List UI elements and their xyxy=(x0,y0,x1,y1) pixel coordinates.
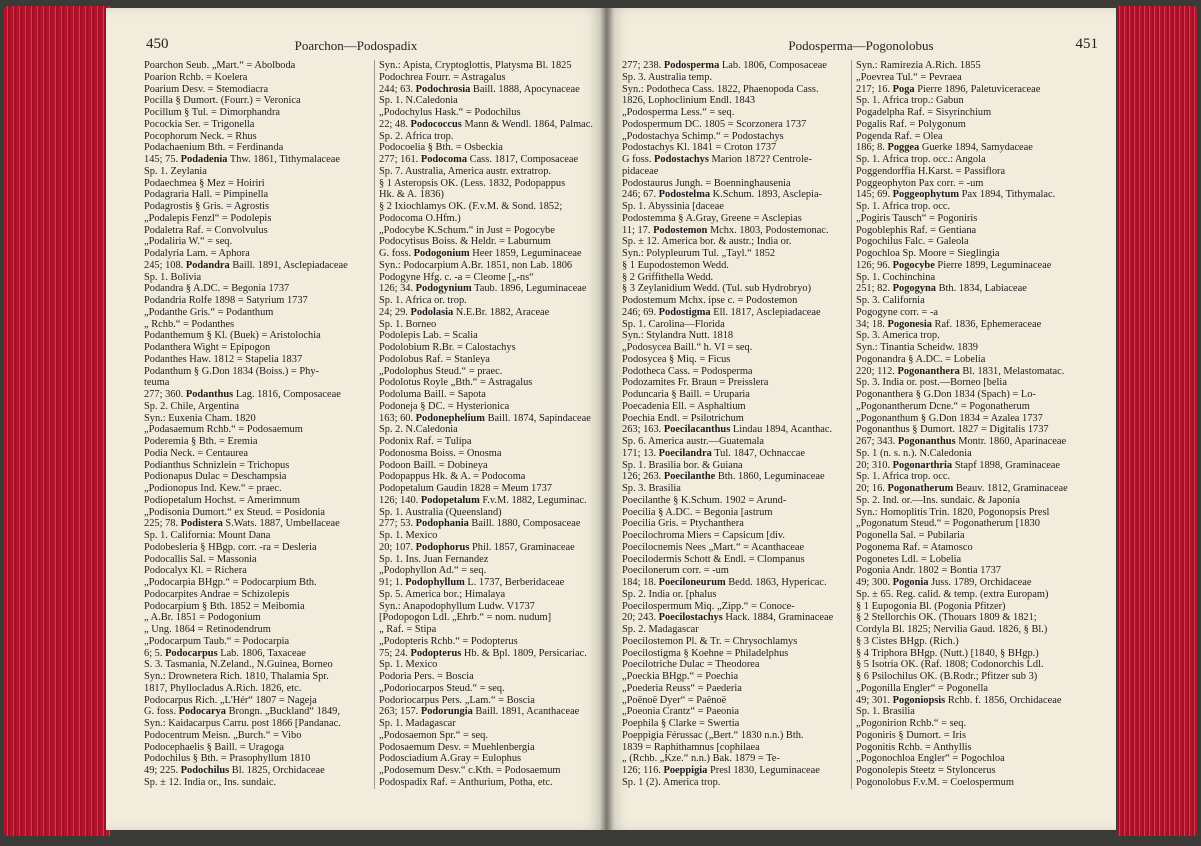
entry-line: Syn.: Ramirezia A.Rich. 1855 xyxy=(856,60,981,71)
entry-line: Podochrea Fourr. = Astragalus xyxy=(379,71,506,83)
entry-line: [Podopogon Ldl. „Ehrb.“ = nom. nudum] xyxy=(379,612,552,624)
entry-line: Pogenda Raf. = Olea xyxy=(856,130,943,142)
entry-line: Podanthum § G.Don 1834 (Boiss.) = Phy- xyxy=(144,365,320,377)
entry-line: „Pogonantherum Dcne.“ = Pogonatherum xyxy=(856,400,1030,412)
entry-line: Sp. 1. Mexico xyxy=(379,530,438,541)
entry-line: Podogyne Hfg. c. -a = Cleome [„-ns“ xyxy=(379,271,534,283)
entry-line: Poephila § Clarke = Swertia xyxy=(622,718,740,729)
entry-line: Sp. 7. Australia, America austr. extratrop. xyxy=(379,165,551,177)
entry-line: Poecilanthe § K.Schum. 1902 = Arund- xyxy=(622,494,787,506)
entry-line: Podoon Baill. = Dobineya xyxy=(379,459,488,471)
entry-line: § 6 Psilochilus OK. (B.Rodr.; Pfitzer sub 3) xyxy=(856,671,1038,682)
entry-line: Hk. & A. 1836) xyxy=(379,189,444,201)
entry-line: „Podalepis Fenzl“ = Podolepis xyxy=(144,212,272,224)
entry-line: 263; 163. Poecilacanthus Lindau 1894, Acanthac. xyxy=(622,424,833,436)
entry-line: § 1 Asteropsis OK. (Less. 1832, Podopappus xyxy=(379,177,566,189)
entry-line: Sp. 1. Australia (Queensland) xyxy=(379,506,502,518)
entry-line: „Pogonirion Rchb.“ = seq. xyxy=(856,718,967,729)
entry-line: Syn.: Podocarpium A.Br. 1851, non Lab. 1806 xyxy=(379,259,573,271)
entry-line: Syn.: Anapodophyllum Ludw. V1737 xyxy=(379,600,535,612)
entry-line: G. foss. Podogonium Heer 1859, Leguminaceae xyxy=(379,248,582,259)
entry-line: Podostemma § A.Gray, Greene = Asclepias xyxy=(622,212,802,224)
entry-line: Podosciadium A.Gray = Eulophus xyxy=(379,753,522,765)
entry-line: Sp. 1. Zeylania xyxy=(144,165,207,177)
entry-line: Poecilostigma § Koehne = Philadelphus xyxy=(622,647,789,659)
entry-line: „Pogonanthum § G.Don 1834 = Azalea 1737 xyxy=(856,412,1043,424)
entry-line: 244; 63. Podochrosia Baill. 1888, Apocynaceae xyxy=(379,83,580,95)
entry-line: „Podaliria W.“ = seq. xyxy=(144,236,233,248)
entry-line: 277; 238. Podosperma Lab. 1806, Composaceae xyxy=(622,60,827,71)
entry-line: Poecilia § A.DC. = Begonia [astrum xyxy=(622,506,773,518)
entry-line: Sp. 1. Brasilia bor. & Guiana xyxy=(622,459,743,471)
entry-line: „ Rchb.“ = Podanthes xyxy=(144,318,235,330)
entry-line: Sp. ± 12. America bor. & austr.; India or. xyxy=(622,236,792,248)
entry-line: Podanthemum § Kl. (Buek) = Aristolochia xyxy=(144,330,321,342)
entry-line: 251; 82. Pogogyna Bth. 1834, Labiaceae xyxy=(856,283,1027,295)
right-page-header xyxy=(606,36,1116,56)
entry-line: § 2 Ixiochlamys OK. (F.v.M. & Sond. 1852; xyxy=(379,201,563,212)
left-page-column-2 xyxy=(374,60,606,789)
entry-line: 217; 16. Poga Pierre 1896, Paletuviceraceae xyxy=(856,83,1041,95)
entry-line: Pogonanthus § Dumort. 1827 = Digitalis 1737 xyxy=(856,424,1049,436)
entry-line: § 3 Zeylanidium Wedd. (Tul. sub Hydrobryo) xyxy=(622,283,812,295)
entry-line: Podianthus Schnizlein = Trichopus xyxy=(144,459,290,471)
entry-line: 126; 140. Podopetalum F.v.M. 1882, Leguminac. xyxy=(379,494,587,506)
entry-line: 1826, Lophoclinium Endl. 1843 xyxy=(622,95,756,107)
entry-line: Sp. 2. India or. [phalus xyxy=(622,588,717,600)
entry-line: Podoriocarpus Pers. „Lam.“ = Boscia xyxy=(379,694,535,706)
entry-line: „Podophyllon Ad.“ = seq. xyxy=(379,565,487,577)
entry-line: Pogonandra § A.DC. = Lobelia xyxy=(856,353,986,365)
entry-line: Podoria Pers. = Boscia xyxy=(379,671,474,682)
entry-line: „ A.Br. 1851 = Podogonium xyxy=(144,612,261,624)
entry-line: Poarchon Seub. „Mart.“ = Abolboda xyxy=(144,60,296,71)
entry-line: Podocarpites Andrae = Schizolepis xyxy=(144,588,290,600)
entry-line: „Podosemum Desv.“ c.Kth. = Podosaemum xyxy=(379,765,561,776)
entry-line: Pocillum § Tul. = Dimorphandra xyxy=(144,107,281,118)
entry-line: Podionapus Dulac = Deschampsia xyxy=(144,471,287,483)
entry-line: Podocoelia § Bth. = Osbeckia xyxy=(379,142,503,154)
book-gutter xyxy=(600,8,614,830)
entry-line: 263; 157. Podorungia Baill. 1891, Acanthaceae xyxy=(379,706,580,718)
entry-line: „Pogonochloa Engler“ = Pogochloa xyxy=(856,753,1005,765)
entry-line: 225; 78. Podistera S.Wats. 1887, Umbellaceae xyxy=(144,518,340,530)
entry-line: Podaletra Raf. = Convolvulus xyxy=(144,224,268,236)
entry-line: Podocytisus Boiss. & Heldr. = Laburnum xyxy=(379,236,551,248)
entry-line: 6; 5. Podocarpus Lab. 1806, Taxaceae xyxy=(144,647,306,659)
entry-line: Podozamites Fr. Braun = Preisslera xyxy=(622,377,769,389)
entry-line: Podolobus Raf. = Stanleya xyxy=(379,353,490,365)
entry-line: 267; 343. Pogonanthus Montr. 1860, Aparinaceae xyxy=(856,436,1067,447)
entry-line: Poecilotriche Dulac = Theodorea xyxy=(622,659,760,671)
entry-line: „Pogonatum Steud.“ = Pogonatherum [1830 xyxy=(856,518,1040,530)
entry-line: Poechia Endl. = Psilotrichum xyxy=(622,412,744,424)
entry-line: Poderemia § Bth. = Eremia xyxy=(144,436,258,447)
entry-line: 24; 29. Podolasia N.E.Br. 1882, Araceae xyxy=(379,306,550,318)
entry-line: Pogonia Andr. 1802 = Bontia 1737 xyxy=(856,565,1001,577)
entry-line: Podanthera Wight = Epipogon xyxy=(144,342,271,353)
entry-line: Poggeophyton Pax corr. = -um xyxy=(856,177,984,189)
entry-line: Sp. 2. Chile, Argentina xyxy=(144,400,240,412)
entry-line: „Podosaemon Spr.“ = seq. xyxy=(379,729,488,741)
entry-line: „Podopteris Rchb.“ = Podopterus xyxy=(379,635,518,647)
entry-line: 34; 18. Pogonesia Raf. 1836, Ephemeraceae xyxy=(856,318,1042,330)
entry-line: Sp. 2. Madagascar xyxy=(622,624,699,635)
entry-line: Poecilonerum corr. = -um xyxy=(622,565,729,577)
entry-line: G. foss. Podocarya Brongn. „Buckland“ 1849, xyxy=(144,706,340,718)
entry-line: Poarion Rchb. = Koelera xyxy=(144,71,248,83)
entry-line: „Podocarpia BHgp.“ = Podocarpium Bth. xyxy=(144,577,317,588)
right-page-number: 451 xyxy=(1075,36,1098,52)
entry-line: 20; 243. Poecilostachys Hack. 1884, Graminaceae xyxy=(622,612,834,624)
left-page xyxy=(106,8,606,830)
entry-line: 75; 24. Podopterus Hb. & Bpl. 1809, Persicariac. xyxy=(379,647,587,659)
entry-line: § 5 Isotria OK. (Raf. 1808; Codonorchis Ldl. xyxy=(856,659,1044,671)
right-page-column-1 xyxy=(622,60,847,789)
entry-line: Pogonitis Rchb. = Anthyllis xyxy=(856,741,972,753)
entry-line: Poecilodermis Schott & Endl. = Clompanus xyxy=(622,553,805,565)
entry-line: 245; 108. Podandra Baill. 1891, Asclepiadaceae xyxy=(144,259,348,271)
entry-line: Podocentrum Meisn. „Burch.“ = Vibo xyxy=(144,729,302,741)
entry-line: Podiopetalum Hochst. = Amerimnum xyxy=(144,494,300,506)
entry-line: G foss. Podostachys Marion 1872? Centrole- xyxy=(622,154,812,165)
right-page xyxy=(606,8,1116,830)
entry-line: Podocarpus Rich. „L'Hér“ 1807 = Nageja xyxy=(144,694,317,706)
entry-line: 126; 116. Poeppigia Presl 1830, Leguminaceae xyxy=(622,765,820,776)
entry-line: Pogonema Raf. = Atamosco xyxy=(856,541,973,553)
entry-line: Sp. 1. California: Mount Dana xyxy=(144,530,271,541)
entry-line: 20; 310. Pogonarthria Stapf 1898, Graminaceae xyxy=(856,459,1061,471)
entry-line: Syn.: Polypleurum Tul. „Tayl.“ 1852 xyxy=(622,248,776,259)
entry-line: 145; 69. Poggeophytum Pax 1894, Tithymalac. xyxy=(856,189,1056,201)
entry-line: § 1 Eupodostemon Wedd. xyxy=(622,259,729,271)
entry-line: Podocephaelis § Baill. = Uragoga xyxy=(144,741,285,753)
entry-line: Sp. 1. Abyssinia [daceae xyxy=(622,201,724,212)
entry-line: Poeppigia Férussac („Bert.“ 1830 n.n.) Bth. xyxy=(622,729,804,741)
entry-line: Podagraria Hall. = Pimpinella xyxy=(144,189,269,201)
entry-line: Poggendorffia H.Karst. = Passiflora xyxy=(856,165,1006,177)
entry-line: Podostaurus Jungh. = Boenninghausenia xyxy=(622,177,791,189)
entry-line: Podospadix Raf. = Anthurium, Potha, etc. xyxy=(379,776,553,788)
right-page-column-2 xyxy=(851,60,1084,789)
entry-line: Pogonolobus F.v.M. = Coelospermum xyxy=(856,776,1014,788)
entry-line: Sp. 5. America bor.; Himalaya xyxy=(379,588,506,600)
entry-line: Pogochloa Sp. Moore = Sieglingia xyxy=(856,248,1000,259)
entry-line: Syn.: Tinantia Scheidw. 1839 xyxy=(856,342,979,353)
entry-line: Poarium Desv. = Stemodiacra xyxy=(144,83,269,95)
left-page-header xyxy=(106,36,606,56)
entry-line: Sp. 1. Africa trop.: Gabun xyxy=(856,95,964,107)
entry-line: „ Ung. 1864 = Retinodendrum xyxy=(144,624,271,635)
entry-line: Poduncaria § Baill. = Uruparia xyxy=(622,389,750,400)
entry-line: Pogalis Raf. = Polygonum xyxy=(856,118,966,130)
entry-line: „Pogiris Tausch“ = Pogoniris xyxy=(856,212,978,224)
entry-line: Sp. 1. Africa trop. occ. xyxy=(856,201,951,212)
entry-line: teuma xyxy=(144,377,170,389)
entry-line: 126; 263. Poecilanthe Bth. 1860, Leguminaceae xyxy=(622,471,825,483)
entry-line: Sp. 1. Carolina—Florida xyxy=(622,318,725,330)
entry-line: Sp. 1. Madagascar xyxy=(379,718,456,729)
entry-line: Syn.: Homoplitis Trin. 1820, Pogonopsis Presl xyxy=(856,506,1050,518)
left-page-edges xyxy=(4,6,110,836)
entry-line: Podospermum DC. 1805 = Scorzonera 1737 xyxy=(622,118,807,130)
entry-line: Syn.: Drownetera Rich. 1810, Thalamia Spr. xyxy=(144,671,329,682)
entry-line: Syn.: Stylandra Nutt. 1818 xyxy=(622,330,734,342)
entry-line: Sp. 1. Ins. Juan Fernandez xyxy=(379,553,489,565)
entry-line: Sp. 1. Africa or. trop. xyxy=(379,295,467,306)
entry-line: Podia Neck. = Centaurea xyxy=(144,447,248,459)
entry-line: Poecilostemon Pl. & Tr. = Chrysochlamys xyxy=(622,635,798,647)
entry-line: Sp. 3. Australia temp. xyxy=(622,71,713,83)
entry-line: Podostachys Kl. 1841 = Croton 1737 xyxy=(622,142,777,154)
entry-line: § 1 Eupogonia Bl. (Pogonia Pfitzer) xyxy=(856,600,1006,612)
entry-line: „Podasaemum Rchb.“ = Podosaemum xyxy=(144,424,303,436)
entry-line: Sp. 1. Cochinchina xyxy=(856,271,936,283)
entry-line: 20; 107. Podophorus Phil. 1857, Graminaceae xyxy=(379,541,575,553)
entry-line: Pogogyne corr. = -a xyxy=(856,306,939,318)
entry-line: Sp. ± 65. Reg. calid. & temp. (extra Europam) xyxy=(856,588,1049,600)
entry-line: Podachaenium Bth. = Ferdinanda xyxy=(144,142,284,154)
entry-line: Pocockia Ser. = Trigonella xyxy=(144,118,255,130)
entry-line: „Poënoë Dyer“ = Paënoë xyxy=(622,694,727,706)
entry-line: Pogonolepis Steetz = Styloncerus xyxy=(856,765,996,776)
entry-line: „Podocarpum Taub.“ = Podocarpia xyxy=(144,635,290,647)
entry-line: „Pogonilla Engler“ = Pogonella xyxy=(856,682,988,694)
entry-line: Pogochilus Falc. = Galeola xyxy=(856,236,969,248)
entry-line: Pocophorum Neck. = Rhus xyxy=(144,130,257,142)
entry-line: Podopappus Hk. & A. = Podocoma xyxy=(379,471,526,483)
entry-line: Sp. 2. Ind. or.—Ins. sundaic. & Japonia xyxy=(856,494,1020,506)
entry-line: Pocilla § Dumort. (Fourr.) = Veronica xyxy=(144,95,301,107)
entry-line: § 3 Cistes BHgp. (Rich.) xyxy=(856,635,959,647)
entry-line: 126; 96. Pogocybe Pierre 1899, Leguminaceae xyxy=(856,259,1052,271)
entry-line: 22; 48. Podococcus Mann & Wendl. 1864, Palmac. xyxy=(379,118,593,130)
entry-line: Syn.: Apista, Cryptoglottis, Platysma Bl. 1825 xyxy=(379,60,572,71)
entry-line: 163; 60. Podonephelium Baill. 1874, Sapindaceae xyxy=(379,412,591,424)
entry-line: 277; 360. Podanthus Lag. 1816, Composaceae xyxy=(144,389,341,400)
entry-line: Sp. 1. Borneo xyxy=(379,318,437,330)
entry-line: Poecilocnemis Nees „Mart.“ = Acanthaceae xyxy=(622,541,805,553)
entry-line: Podonosma Boiss. = Onosma xyxy=(379,447,502,459)
entry-line: Sp. 3. Brasilia xyxy=(622,483,681,494)
entry-line: Sp. 1 (n. s. n.). N.Caledonia xyxy=(856,447,972,459)
entry-line: „ Raf. = Stipa xyxy=(379,624,437,635)
entry-line: Podoneja § DC. = Hysterionica xyxy=(379,400,510,412)
entry-line: Podaechmea § Mez = Hoiriri xyxy=(144,177,265,189)
entry-line: „Podolophus Steud.“ = praec. xyxy=(379,365,503,377)
entry-line: „ (Rchb. „Kze.“ n.n.) Bak. 1879 = Te- xyxy=(622,753,780,765)
entry-line: 126; 34. Podogynium Taub. 1896, Leguminaceae xyxy=(379,283,587,295)
entry-line: Pogonanthera § G.Don 1834 (Spach) = Lo- xyxy=(856,389,1036,400)
entry-line: „Podocybe K.Schum.“ in Just = Pogocybe xyxy=(379,224,555,236)
entry-line: Poecilochroma Miers = Capsicum [div. xyxy=(622,530,786,541)
entry-line: 186; 8. Poggea Guerke 1894, Samydaceae xyxy=(856,142,1033,154)
entry-line: § 2 Stellorchis OK. (Thouars 1809 & 1821; xyxy=(856,612,1037,624)
entry-line: Podagrostis § Gris. = Agrostis xyxy=(144,201,270,212)
entry-line: 220; 112. Pogonanthera Bl. 1831, Melastomatac. xyxy=(856,365,1065,377)
entry-line: 49; 225. Podochilus Bl. 1825, Orchidaceae xyxy=(144,765,325,776)
entry-line: pidaceae xyxy=(622,165,659,177)
entry-line: Podocarpium § Bth. 1852 = Meibomia xyxy=(144,600,305,612)
entry-line: Sp. 1 (2). America trop. xyxy=(622,776,721,788)
entry-line: Sp. 2. Africa trop. xyxy=(379,130,454,142)
entry-line: Podoluma Baill. = Sapota xyxy=(379,389,486,400)
entry-line: Sp. 1. Africa trop. occ.: Angola xyxy=(856,154,986,165)
entry-line: Pogoblephis Raf. = Gentiana xyxy=(856,224,977,236)
entry-line: „Poeonia Crantz“ = Paeonia xyxy=(622,706,739,718)
entry-line: Sp. 1. Brasilia xyxy=(856,706,915,718)
left-page-number: 450 xyxy=(146,36,169,52)
entry-line: 49; 301. Pogoniopsis Rchb. f. 1856, Orchidaceae xyxy=(856,694,1062,706)
entry-line: Sp. 1. Africa trop. occ. xyxy=(856,471,951,483)
entry-line: Sp. 2. N.Caledonia xyxy=(379,424,458,436)
entry-line: § 4 Triphora BHgp. (Nutt.) [1840, § BHgp.) xyxy=(856,647,1039,659)
entry-line: Sp. 1. Mexico xyxy=(379,659,438,671)
entry-line: 1817, Phyllocladus A.Rich. 1826, etc. xyxy=(144,682,302,694)
left-page-column-1 xyxy=(144,60,369,789)
right-page-running-title: Podosperma—Pogonolobus xyxy=(788,38,934,53)
entry-line: Podobesleria § HBgp. corr. -ra = Desleria xyxy=(144,541,317,553)
entry-line: Podandra § A.DC. = Begonia 1737 xyxy=(144,283,290,295)
entry-line: 246; 67. Podostelma K.Schum. 1893, Asclepia- xyxy=(622,189,823,201)
entry-line: 171; 13. Poecilandra Tul. 1847, Ochnaccae xyxy=(622,447,805,459)
entry-line: „Podosperma Less.“ = seq. xyxy=(622,107,735,118)
entry-line: 11; 17. Podostemon Mchx. 1803, Podostemonac. xyxy=(622,224,829,236)
entry-line: Podochilus § Bth. = Prasophyllum 1810 xyxy=(144,753,311,765)
entry-line: 184; 18. Poeciloneurum Bedd. 1863, Hypericac. xyxy=(622,577,827,588)
entry-line: Poecilospermum Miq. „Zipp.“ = Conoce- xyxy=(622,600,795,612)
entry-line: Podosycea § Miq. = Ficus xyxy=(622,353,731,365)
entry-line: „Podionopus Ind. Kew.“ = praec. xyxy=(144,483,282,494)
entry-line: Sp. 3. America trop. xyxy=(856,330,940,342)
left-page-running-title: Poarchon—Podospadix xyxy=(294,38,418,53)
entry-line: Sp. 3. California xyxy=(856,295,925,306)
entry-line: „Podochylus Hask.“ = Podochilus xyxy=(379,107,521,118)
entry-line: 246; 69. Podostigma Ell. 1817, Asclepiadaceae xyxy=(622,306,821,318)
entry-line: „Podisonia Dumort.“ ex Steud. = Posidonia xyxy=(144,506,326,518)
entry-line: Sp. 3. India or. post.—Borneo [belia xyxy=(856,377,1007,389)
entry-line: Syn.: Kaidacarpus Carru. post 1866 [Pandanac. xyxy=(144,718,341,729)
entry-line: § 2 Griffithella Wedd. xyxy=(622,271,714,283)
entry-line: „Podostachya Schimp.“ = Podostachys xyxy=(622,130,784,142)
entry-line: Podolotus Royle „Bth.“ = Astragalus xyxy=(379,377,533,389)
entry-line: Podandria Rolfe 1898 = Satyrium 1737 xyxy=(144,295,308,306)
entry-line: Podonix Raf. = Tulipa xyxy=(379,436,472,447)
entry-line: Podanthes Haw. 1812 = Stapelia 1837 xyxy=(144,353,303,365)
entry-line: Podolobium R.Br. = Calostachys xyxy=(379,342,516,353)
entry-line: Podostemum Mchx. ipse c. = Podostemon xyxy=(622,295,798,306)
entry-line: Podocallis Sal. = Massonia xyxy=(144,553,257,565)
entry-line: Pogonella Sal. = Pubilaria xyxy=(856,530,965,541)
entry-line: Podolepis Lab. = Scalia xyxy=(379,330,478,342)
entry-line: Podosaemum Desv. = Muehlenbergia xyxy=(379,741,535,753)
entry-line: Sp. ± 12. India or., Ins. sundaic. xyxy=(144,776,277,788)
entry-line: 20; 16. Pogonatherum Beauv. 1812, Graminaceae xyxy=(856,483,1068,494)
entry-line: „Poevrea Tul.“ = Pevraea xyxy=(856,71,962,83)
entry-line: Cordyla Bl. 1825; Nervilia Gaud. 1826, § Bl.) xyxy=(856,624,1048,635)
entry-line: Syn.: Podotheca Cass. 1822, Phaenopoda Cass. xyxy=(622,83,819,95)
entry-line: Sp. 1. Bolivia xyxy=(144,271,202,283)
entry-line: Sp. 1. N.Caledonia xyxy=(379,95,458,107)
entry-line: Podocoma O.Hfm.) xyxy=(379,212,461,224)
entry-line: S. 3. Tasmania, N.Zeland., N.Guinea, Borneo xyxy=(144,659,333,671)
entry-line: Poecilia Gris. = Ptychanthera xyxy=(622,518,744,530)
entry-line: „Podosycea Baill.“ h. VI = seq. xyxy=(622,342,753,353)
entry-line: 277; 53. Podophania Baill. 1880, Composaceae xyxy=(379,518,581,530)
entry-line: Podocalyx Kl. = Richera xyxy=(144,565,247,577)
entry-line: 49; 300. Pogonia Juss. 1789, Orchidaceae xyxy=(856,577,1032,588)
entry-line: Pogoniris § Dumort. = Iris xyxy=(856,729,967,741)
entry-line: Syn.: Euxenia Cham. 1820 xyxy=(144,412,256,424)
entry-line: 277; 161. Podocoma Cass. 1817, Composaceae xyxy=(379,154,579,165)
entry-line: „Podoriocarpos Steud.“ = seq. xyxy=(379,682,505,694)
entry-line: 145; 75. Podadenia Thw. 1861, Tithymalaceae xyxy=(144,154,341,165)
entry-line: „Poeckia BHgp.“ = Poechia xyxy=(622,671,739,682)
entry-line: Pogadelpha Raf. = Sisyrinchium xyxy=(856,107,992,118)
entry-line: Podopetalum Gaudin 1828 = Meum 1737 xyxy=(379,483,552,494)
entry-line: Sp. 6. America austr.—Guatemala xyxy=(622,436,764,447)
entry-line: Podalyria Lam. = Aphora xyxy=(144,248,250,259)
entry-line: Poecadenia Ell. = Asphaltium xyxy=(622,400,746,412)
entry-line: Podotheca Cass. = Podosperma xyxy=(622,365,753,377)
entry-line: „Poederia Reuss“ = Paederia xyxy=(622,682,742,694)
entry-line: 1839 = Raphithamnus [cophilaea xyxy=(622,741,760,753)
entry-line: Pogonetes Ldl. = Lobelia xyxy=(856,553,962,565)
right-page-edges xyxy=(1117,6,1197,836)
entry-line: 91; 1. Podophyllum L. 1737, Berberidaceae xyxy=(379,577,565,588)
entry-line: „Podanthe Gris.“ = Podanthum xyxy=(144,306,274,318)
